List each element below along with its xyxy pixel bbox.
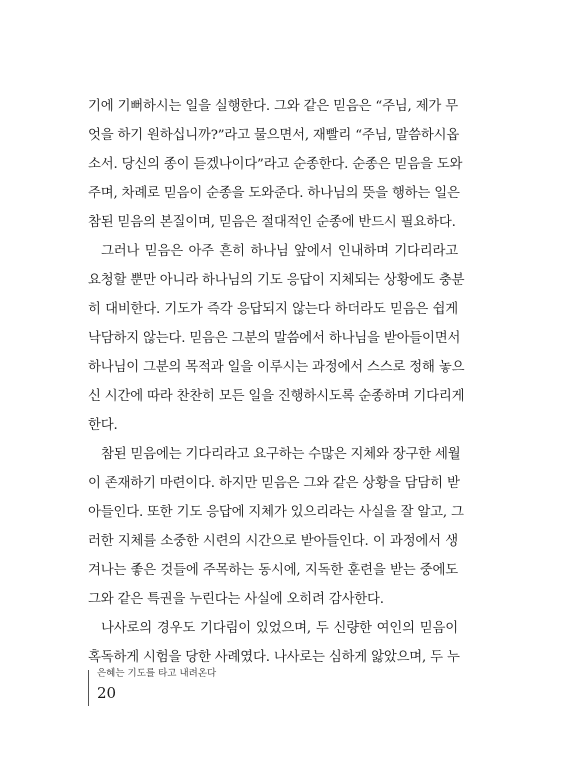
paragraph (88, 237, 465, 440)
text-line: 나사로의 경우도 기다림이 있었으며, 두 신량한 여인의 믿음이 (101, 621, 458, 636)
text-line: 러한 지체를 소중한 시련의 시간으로 받아들인다. 이 과정에서 생 (88, 534, 458, 549)
text-line: 주며, 차례로 믿음이 순종을 도와준다. 하나님의 뜻을 행하는 일은 (88, 186, 460, 201)
text-line: 한다. (88, 418, 118, 433)
body-text (88, 92, 465, 672)
text-line: 참된 믿음에는 기다리라고 요구하는 수많은 지체와 장구한 세월 (101, 447, 461, 462)
footer-divider (88, 670, 89, 706)
text-line: 혹독하게 시험을 당한 사례였다. 나사로는 심하게 앓았으며, 두 누 (88, 650, 460, 665)
paragraph (88, 92, 463, 237)
text-line: 낙담하지 않는다. 믿음은 그분의 말씀에서 하나님을 받아들이면서 (88, 331, 461, 346)
text-line: 하나님이 그분의 목적과 일을 이루시는 과정에서 스스로 정해 놓으 (88, 360, 465, 375)
text-line: 요청할 뿐만 아니라 하나님의 기도 응답이 지체되는 상황에도 충분 (88, 273, 465, 288)
text-line: 이 존재하기 마련이다. 하지만 믿음은 그와 같은 상황을 담담히 받 (88, 476, 460, 491)
text-line: 참된 믿음의 본질이며, 믿음은 절대적인 순종에 반드시 필요하다. (88, 215, 456, 230)
text-line: 소서. 당신의 종이 듣겠나이다”라고 순종한다. 순종은 믿음을 도와 (88, 157, 463, 172)
text-line: 겨나는 좋은 것들에 주목하는 동시에, 지독한 훈련을 받는 중에도 (88, 563, 458, 578)
text-line: 신 시간에 따라 찬찬히 모든 일을 진행하시도록 순종하며 기다리게 (88, 389, 465, 404)
text-line: 아들인다. 또한 기도 응답에 지체가 있으리라는 사실을 잘 알고, 그 (88, 505, 464, 520)
text-line: 그와 같은 특권을 누린다는 사실에 오히려 감사한다. (88, 592, 384, 607)
paragraph (88, 614, 458, 672)
paragraph (88, 440, 464, 614)
page-footer (88, 668, 288, 708)
text-line: 히 대비한다. 기도가 즉각 응답되지 않는다 하더라도 믿음은 쉽게 (88, 302, 458, 317)
text-line: 그러나 믿음은 아주 흔히 하나님 앞에서 인내하며 기다리라고 (101, 244, 458, 259)
text-line: 엇을 하기 원하십니까?”라고 물으면서, 재빨리 “주님, 말씀하시옵 (88, 128, 460, 143)
page-number: 20 (97, 684, 117, 702)
text-line: 기에 기뻐하시는 일을 실행한다. 그와 같은 믿음은 “주님, 제가 무 (88, 99, 458, 114)
running-book-title: 은혜는 기도를 타고 내려온다 (97, 668, 217, 679)
